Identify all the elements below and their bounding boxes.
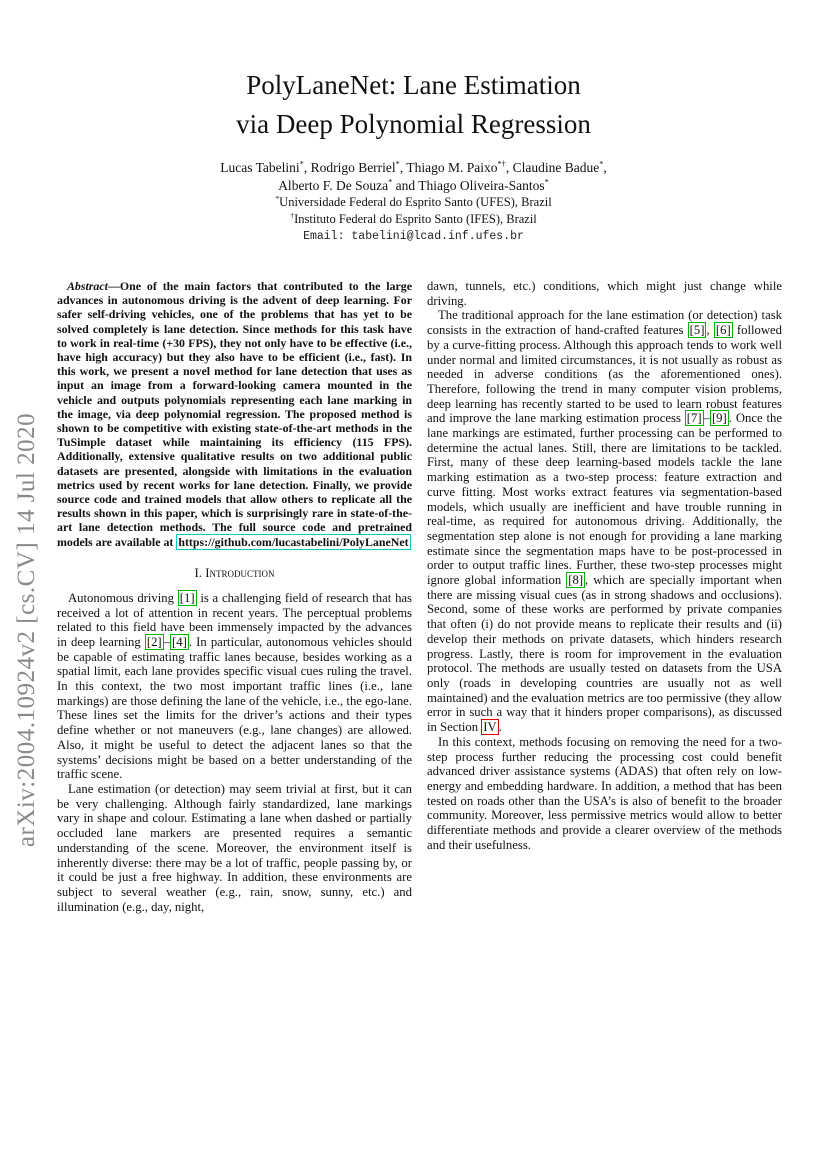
author-affil-marker: * <box>599 159 604 169</box>
text-run: In this context, methods focusing on removing the need for a two-step process further reducing the processing cost could benefit advanced driver assistance systems (ADAS) that often rely on low-energy and embedding hardware. In addition, a method that has been tested on roads other than the USA’s is also of benefit to the broader community. Moreover, less permissive metrics would allow to better differentiate methods and provide a clearer overview of the methods and their usefulness. <box>427 734 782 852</box>
citation-link[interactable]: [7] <box>686 411 702 426</box>
text-run: followed by a curve-fitting process. Although this approach tends to work well under normal and limited circumstances, it is not usually as robust as needed in adverse conditions (as the aforementioned ones). Therefore, following the trend in many computer vision problems, deep learning has recently started to be used to learn robust features and improve the lane marking estimation process <box>427 323 782 426</box>
affiliation-line-1 <box>0 194 827 211</box>
body-paragraph <box>427 735 782 853</box>
abstract-paragraph <box>57 279 412 549</box>
citation-link[interactable]: [5] <box>689 323 705 338</box>
text-run: Instituto Federal do Esprito Santo (IFES), Brazil <box>294 211 537 226</box>
author-line-1 <box>0 159 827 177</box>
title-line-2: via Deep Polynomial Regression <box>236 109 591 139</box>
arxiv-watermark: arXiv:2004.10924v2 [cs.CV] 14 Jul 2020 <box>13 412 40 848</box>
body-paragraph <box>57 782 412 914</box>
left-column <box>57 279 412 914</box>
text-run: . <box>498 720 502 735</box>
text-run: , <box>603 160 607 175</box>
body-paragraph <box>57 591 412 782</box>
text-run: – <box>703 411 710 426</box>
title-line-1: PolyLaneNet: Lane Estimation <box>246 70 581 100</box>
affil-marker: † <box>290 210 295 220</box>
text-run: dawn, tunnels, etc.) conditions, which might just change while driving. <box>427 279 782 308</box>
text-run: Autonomous driving <box>68 590 178 605</box>
section-heading-introduction: I. Introduction <box>194 565 275 580</box>
paper-header <box>0 0 827 245</box>
text-run: , <box>706 323 714 338</box>
body-paragraph <box>427 308 782 734</box>
body-paragraph <box>427 279 782 308</box>
text-run: , Claudine Badue <box>505 160 600 175</box>
author-affil-marker: * <box>395 159 400 169</box>
text-run: . In particular, autonomous vehicles should be capable of estimating traffic lanes because, besides working as a spatial limit, each lane provides specific visual cues ruling the travel. In this context, the two most important traffic lines (i.e., lane markings) are those defining the lane of the vehicle, i.e., the ego-lane. These lines set the limits for the driver’s actions and their types define whether or not maneuvers (e.g., lane changes) are allowed. Also, it might be useful to detect the adjacent lanes so that the systems’ decisions might be based on a better understanding of the traffic scene. <box>57 634 413 782</box>
text-run: Abstract <box>67 279 108 293</box>
citation-link[interactable]: [8] <box>568 573 584 588</box>
email-line: Email: tabelini@lcad.inf.ufes.br <box>303 230 524 243</box>
text-run: Lucas Tabelini <box>220 160 300 175</box>
text-run: Lane estimation (or detection) may seem trivial at first, but it can be very challenging. Although fairly standardized, lane markings vary in shape and colour. Estimating a lane when dashed or partially occluded lane markers are presented requires a semantic understanding of the scene. Moreover, the environment itself is inherently diverse: there may be a lot of traffic, people passing by, or it could be just a free highway. In addition, these environments are subject to several weather (e.g., rain, snow, sunny, etc.) and illumination (e.g., day, night, <box>57 782 412 914</box>
citation-link[interactable]: [2] <box>146 634 162 649</box>
author-affil-marker: * <box>544 177 549 186</box>
author-line-2 <box>0 177 827 195</box>
citation-link[interactable]: [1] <box>179 590 195 605</box>
text-run: , Thiago M. Paixo <box>399 160 498 175</box>
author-affil-marker: * <box>299 159 304 169</box>
author-affil-marker: * <box>388 177 393 186</box>
right-column <box>427 279 782 914</box>
text-run: and Thiago Oliveira-Santos <box>392 177 545 193</box>
text-run: . Once the lane markings are estimated, further processing can be performed to determine the actual lanes. Still, there are limitations to be tackled. First, many of these deep learning-based models tackle the lane marking estimation as a two-step process: feature extraction and curve fitting. Most works extract features via segmentation-based models, which usually are inefficient and have trouble running in real-time, as required for autonomous driving. Additionally, the segmentation step alone is not enough for providing a lane marking estimate since the segmentation maps have to be post-processed in order to output traffic lines. Further, these two-step processes might ignore global information <box>427 411 782 588</box>
text-run: Alberto F. De Souza <box>278 177 389 193</box>
text-run: Universidade Federal do Esprito Santo (UFES), Brazil <box>279 195 552 209</box>
github-link[interactable]: https://github.com/lucastabelini/PolyLaneNet <box>178 534 409 549</box>
text-run: , Rodrigo Berriel <box>303 160 396 175</box>
citation-link[interactable]: [9] <box>711 411 727 426</box>
affil-marker: * <box>275 193 280 203</box>
text-run: – <box>163 634 170 649</box>
author-affil-marker: *† <box>497 159 506 169</box>
paper-title <box>0 66 827 144</box>
two-column-body <box>57 279 782 914</box>
section-ref-link[interactable]: IV <box>483 720 497 735</box>
affiliation-line-2 <box>0 211 827 228</box>
citation-link[interactable]: [6] <box>715 323 731 338</box>
text-run: is a challenging field of research that has received a lot of attention in recent years. The perceptual problems related to this field have been immensely impacted by the advances in deep learning <box>57 590 412 649</box>
text-run: , which are specially important when there are missing visual cues (as in strong shadows and occlusions). Second, some of these works are performed by private companies that often (i) do not provide means to replicate their results and (ii) develop their methods on private datasets, which hinders research progress. Lastly, there is room for improvement in the evaluation protocol. The methods are usually tested on datasets from the USA only (roads in developing countries are usually not as well maintained) and the evaluation metrics are too permissive (they allow error in such a way that it hinders proper comparisons), as discussed in Section <box>427 573 782 735</box>
text-run: The traditional approach for the lane estimation (or detection) task consists in the extraction of hand-crafted features <box>427 308 782 338</box>
citation-link[interactable]: [4] <box>172 634 187 649</box>
text-run: —One of the main factors that contributed to the large advances in autonomous driving is the advent of deep learning. For safer self-driving vehicles, one of the problems that has yet to be solved completely is lane detection. Since methods for this task have to work in real-time (+30 FPS), they not only have to be effective (i.e., have high accuracy) but they also have to be efficient (i.e., fast). In this work, we present a novel method for lane detection that uses as input an image from a forward-looking camera mounted in the vehicle and outputs polynomials representing each lane marking in the image, via deep polynomial regression. The proposed method is shown to be competitive with existing state-of-the-art methods in the TuSimple dataset while maintaining its efficiency (115 FPS). Additionally, extensive qualitative results on two additional public datasets are presented, alongside with limitations in the evaluation metrics used by recent works for lane detection. Finally, we provide source code and trained models that allow others to replicate all the results shown in this paper, which is surprisingly rare in state-of-the-art lane detection methods. The full source code and pretrained models are available at <box>57 279 412 549</box>
